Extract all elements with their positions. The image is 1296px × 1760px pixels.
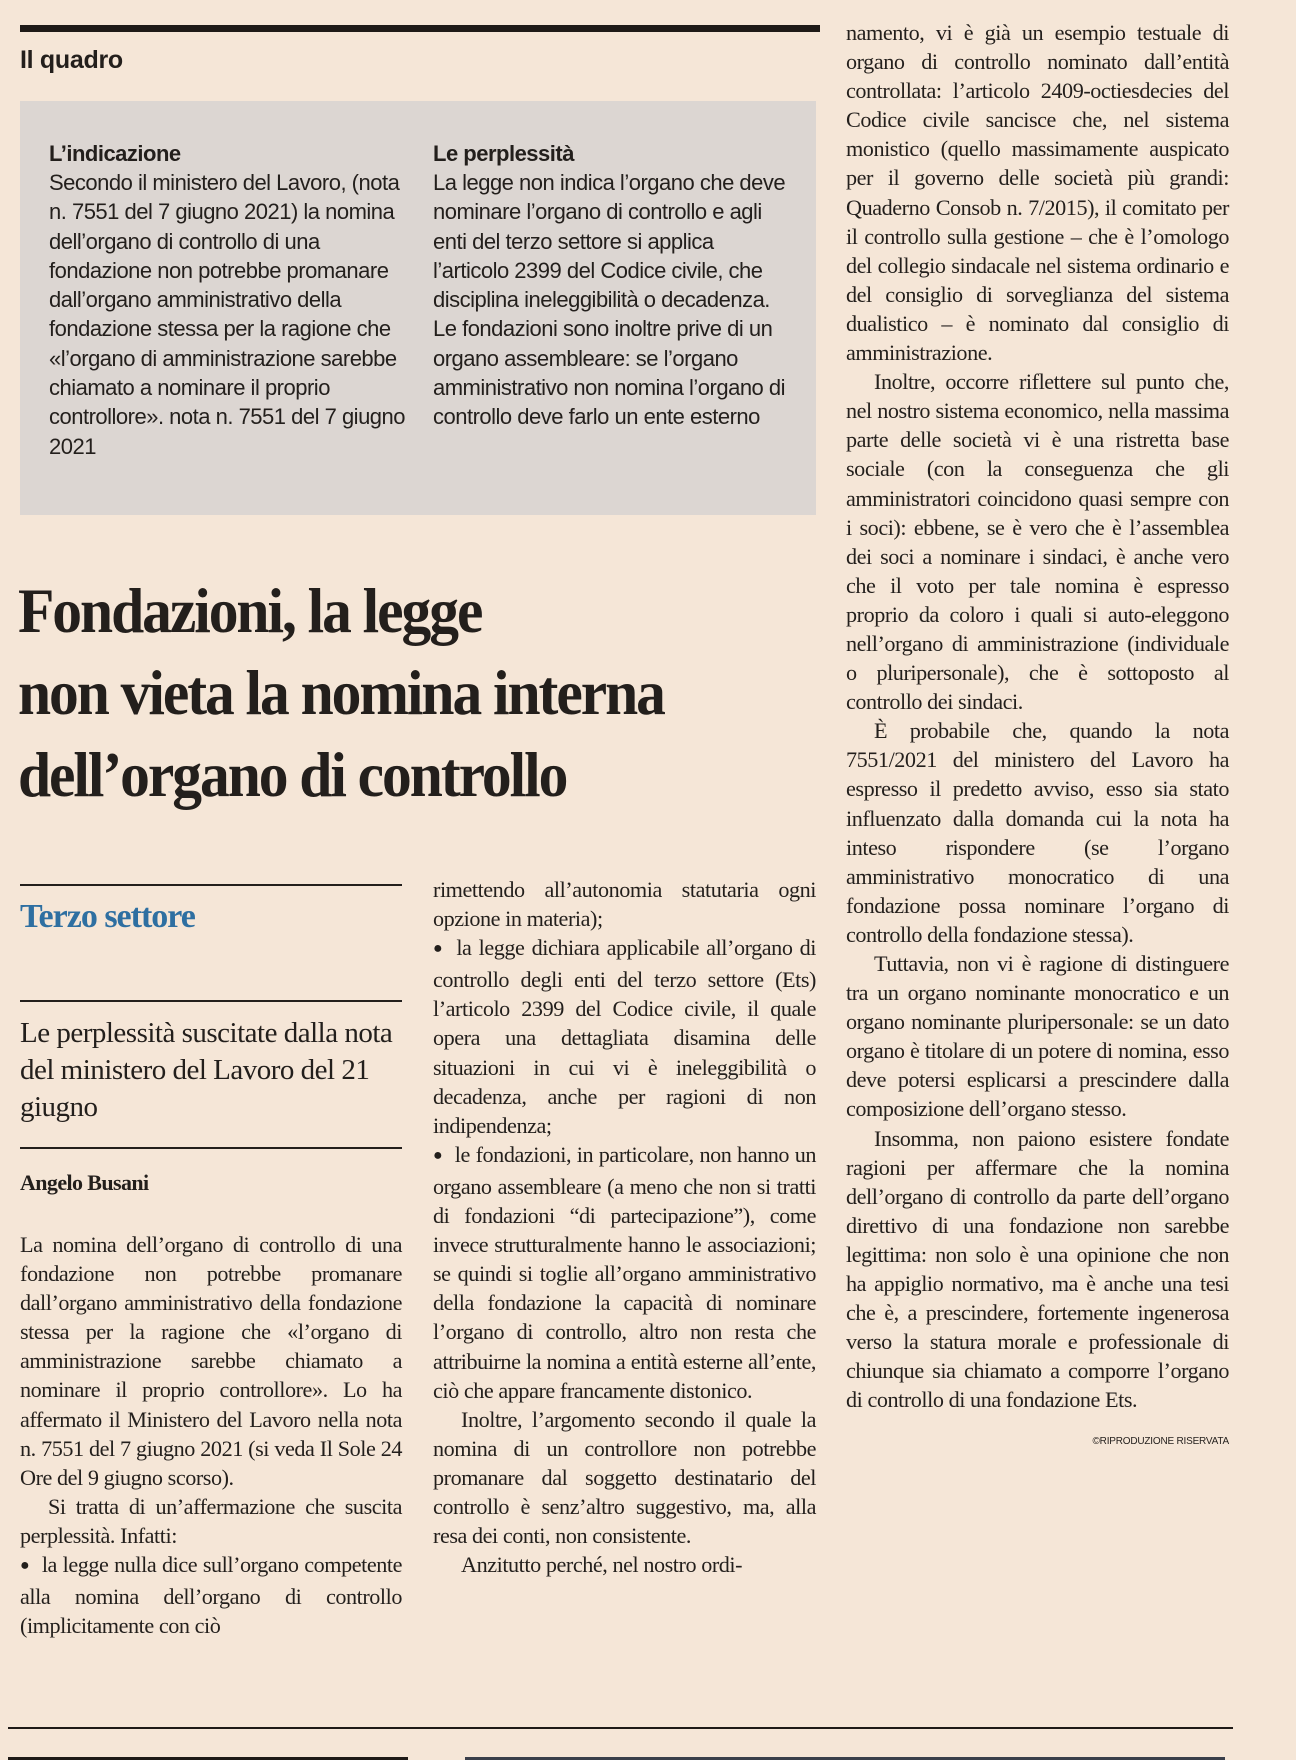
paragraph: Insomma, non paiono esistere fondate ragioni per affermare che la nomina dell’organo di controllo da parte dell’organo direttivo di una fondazione non sarebbe legittima: non solo è una opinione che non ha appiglio normativo, ma è anche una tesi che è, a prescindere, fortemente ingenerosa verso la statura morale e professionale di chiunque sia chiamato a comporre l’organo di controllo di una fondazione Ets. (846, 1125, 1229, 1413)
info-box-left (49, 139, 409, 461)
paragraph: Anzitutto perché, nel nostro ordi- (461, 1552, 743, 1578)
paragraph: Tuttavia, non vi è ragione di distinguere tra un organo nominante monocratico e un organo nominante pluripersonale: se un dato organo è titolare di un potere di nomina, esso deve potersi esplicarsi a prescindere dalla composizione dell’organo stesso. (846, 951, 1229, 1122)
paragraph: rimettendo all’autonomia statutaria ogni opzione in materia); (433, 877, 816, 932)
paragraph: È probabile che, quando la nota 7551/2021 del ministero del Lavoro ha espresso il predetto avviso, esso sia stato influenzato dalla domanda cui la nota ha inteso rispondere (se l’organo amministrativo monocratico di una fondazione possa nominare l’organo di controllo della fondazione stessa). (846, 718, 1229, 947)
summary: Le perplessità suscitate dalla nota del ministero del Lavoro del 21 giugno (20, 1017, 393, 1123)
kicker-label: Il quadro (20, 46, 123, 74)
article-column-3 (846, 18, 1229, 1456)
section-rule-top (20, 884, 402, 886)
copyright-notice: ©RIPRODUZIONE RISERVATA (1092, 1435, 1229, 1447)
paragraph: Inoltre, l’argomento secondo il quale la nomina di un controllore non potrebbe promanare dal soggetto destinatario del controllo è senz’altro suggestivo, ma, alla resa dei conti, non consistente. (433, 1406, 816, 1549)
bullet-item: ● le fondazioni, in particolare, non hanno un organo assembleare (a meno che non si tratti di fondazioni “di partecipazione”), come invece strutturalmente hanno le associazioni; se quindi si toglie all’organo amministrativo della fondazione la capacità di nominare l’organo di controllo, altro non resta che attribuirne la nomina a entità esterne all’ente, ciò che appare francamente distonico. (433, 1140, 816, 1405)
paragraph: Inoltre, occorre riflettere sul punto che, nel nostro sistema economico, nella massima parte delle società vi è una ristretta base sociale (con la conseguenza che gli amministratori coincidono quasi sempre con i soci): ebbene, se è vero che è l’assemblea dei soci a nominare i sindaci, è anche vero che il voto per tale nomina è espresso proprio da coloro i quali si auto-eleggono nell’organo di amministrazione (individuale o pluripersonale), che è sottoposto al controllo dei sindaci. (846, 369, 1229, 715)
info-box-right (433, 139, 788, 432)
bottom-rule (8, 1727, 1233, 1729)
headline-line-3: dell’organo di controllo (18, 739, 567, 810)
bullet-item: ● la legge dichiara applicabile all’organo di controllo degli enti del terzo settore (Ets) l’articolo 2399 del Codice civile, il quale opera una dettagliata disamina delle situazioni in cui vi è ineleggibilità o decadenza, anche per ragioni di non indipendenza; (433, 933, 816, 1140)
paragraph: La nomina dell’organo di controllo di una fondazione non potrebbe promanare dall’organo amministrativo della fondazione stessa per la ragione che «l’organo di amministrazione sarebbe chiamato a nominare il proprio controllore». Lo ha affermato il Ministero del Lavoro nella nota n. 7551 del 7 giugno 2021 (si veda Il Sole 24 Ore del 9 giugno scorso). (20, 1232, 402, 1490)
info-box (20, 101, 816, 515)
paragraph: Si tratta di un’affermazione che suscita perplessità. Infatti: (20, 1493, 402, 1548)
top-rule (20, 25, 820, 32)
author-rule (20, 1147, 402, 1149)
section-label: Terzo settore (20, 898, 195, 935)
article-column-2 (433, 875, 816, 1579)
info-box-left-title: L’indicazione (49, 141, 181, 166)
paragraph: namento, vi è già un esempio testuale di organo di controllo nominato dall’entità controllata: l’articolo 2409-octiesdecies del Codice civile sancisce che, nel sistema monistico (quello massimamente auspicato per il governo delle società più grandi: Quaderno Consob n. 7/2015), il comitato per il controllo sulla gestione – che è l’omologo del collegio sindacale nel sistema ordinario e del consiglio di sorveglianza del sistema dualistico – è nominato dal consiglio di amministrazione. (846, 20, 1229, 366)
info-box-left-text: Secondo il ministero del Lavoro, (nota n. 7551 del 7 giugno 2021) la nomina dell’organo di controllo di una fondazione non potrebbe promanare dall’organo amministrativo della fondazione stessa per la ragione che «l’organo di amministrazione sarebbe chiamato a nominare il proprio controllore». nota n. 7551 del 7 giugno 2021 (49, 170, 406, 459)
article-column-1 (20, 1230, 402, 1640)
info-box-right-title: Le perplessità (433, 141, 574, 166)
headline (18, 570, 781, 816)
bullet-item: ● la legge nulla dice sull’organo competente alla nomina dell’organo di controllo (implicitamente con ciò (20, 1550, 402, 1640)
headline-line-2: non vieta la nomina interna (18, 657, 664, 728)
section-rule-bottom (20, 1000, 402, 1002)
author-byline: Angelo Busani (20, 1170, 149, 1195)
headline-line-1: Fondazioni, la legge (18, 575, 482, 646)
info-box-right-text: La legge non indica l’organo che deve nominare l’organo di controllo e agli enti del terzo settore si applica l’articolo 2399 del Codice civile, che disciplina ineleggibilità o decadenza. Le fondazioni sono inoltre prive di un organo assembleare: se l’organo amministrativo non nomina l’organo di controllo deve farlo un ente esterno (433, 170, 786, 430)
